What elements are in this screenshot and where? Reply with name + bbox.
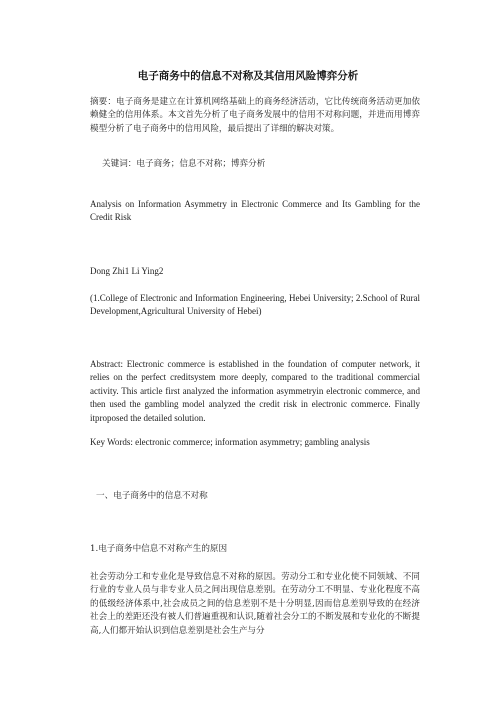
affiliations: (1.College of Electronic and Information Engineering, Hebei University; 2.School of Rural Development,Agricultural University of Hebei) xyxy=(90,293,420,317)
english-abstract: Abstract: Electronic commerce is established in the foundation of computer network, it relies on the perfect creditsystem more deeply, compared to the traditional commercial activity. This article first analyzed the information asymmetryin electronic commerce, and then used the gambling model analyzed the credit risk in electronic commerce. Finally itproposed the detailed solution. xyxy=(90,359,420,423)
chinese-keywords: 关键词：电子商务；信息不对称；博弈分析 xyxy=(102,159,266,169)
authors: Dong Zhi1 Li Ying2 xyxy=(90,266,164,276)
english-keywords: Key Words: electronic commerce; information asymmetry; gambling analysis xyxy=(90,437,370,447)
english-title: Analysis on Information Asymmetry in Electronic Commerce and Its Gambling for the Credit Risk xyxy=(90,199,420,223)
subsection-heading: 1.电子商务中信息不对称产生的原因 xyxy=(90,544,228,554)
chinese-abstract: 摘要：电子商务是建立在计算机网络基础上的商务经济活动，它比传统商务活动更加依赖健全的信用体系。本文首先分析了电子商务发展中的信用不对称问题，并进而用博弈模型分析了电子商务中的信用风险，最后提出了详细的解决对策。 xyxy=(90,97,420,134)
document-title: 电子商务中的信息不对称及其信用风险博弈分析 xyxy=(137,70,359,82)
body-paragraph: 社会劳动分工和专业化是导致信息不对称的原因。劳动分工和专业化使不同领域、不同行业的专业人员与非专业人员之间出现信息差别。在劳动分工不明显、专业化程度不高的低级经济体系中,社会成员之间的信息差别不是十分明显,因而信息差别导致的在经济社会上的差距还没有被人们普遍重视和认识,随着社会分工的不断发展和专业化的不断提高,人们都开始认识到信息差别是社会生产与分 xyxy=(90,572,420,636)
section-heading: 一、电子商务中的信息不对称 xyxy=(96,491,208,501)
